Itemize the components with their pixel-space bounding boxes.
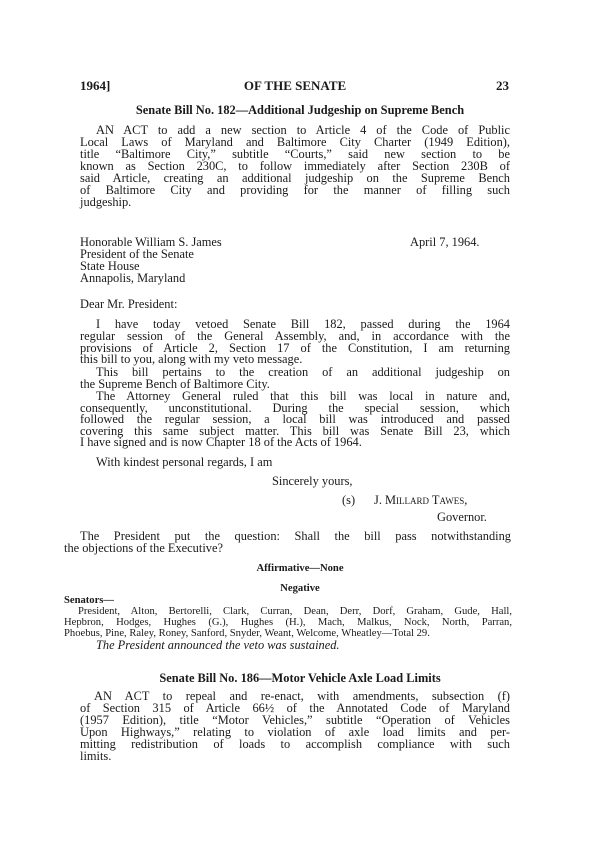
- senator-names-line: President, Alton, Bertorelli, Clark, Curran, Dean, Derr, Dorf, Graham, Gude, Hall,: [78, 606, 512, 617]
- text-line: This bill pertains to the creation of an additional judgeship on: [96, 365, 510, 379]
- text-line: this bill to you, along with my veto message.: [80, 352, 303, 367]
- senator-names-line: Phoebus, Pine, Raley, Roney, Sanford, Snyder, Weant, Welcome, Wheatley—Total 29.: [64, 628, 430, 639]
- senator-names-line: Hepbron, Hodges, Hughes (G.), Hughes (H.), Mach, Malkus, Nock, North, Parran,: [64, 617, 512, 628]
- page-number: 23: [496, 78, 509, 93]
- signed-mark: (s): [342, 493, 356, 507]
- act-line: Local Laws of Maryland and Baltimore City Charter (1949 Edition),: [80, 135, 510, 149]
- act-line: of Section 315 of Article 66½ of the Annotated Code of Maryland: [80, 701, 510, 715]
- addressee-line: Honorable William S. James: [80, 235, 222, 249]
- text-line: the Supreme Bench of Baltimore City.: [80, 376, 270, 391]
- addressee-line: State House: [80, 259, 140, 273]
- affirmative-result: Affirmative—None: [256, 563, 344, 574]
- letter-date: April 7, 1964.: [410, 235, 480, 249]
- text-line: the objections of the Executive?: [64, 541, 223, 555]
- text-line: The Attorney General ruled that this bill was local in nature and,: [96, 389, 510, 403]
- senators-label: Senators—: [64, 595, 115, 606]
- addressee-line: Annapolis, Maryland: [80, 271, 186, 285]
- act-line: mitting redistribution of loads to accomplish compliance with such: [80, 737, 510, 751]
- text-line: provisions of Article 2, Section 17 of the Constitution, I am returning: [80, 340, 510, 355]
- signer-title: Governor.: [437, 510, 487, 524]
- act-line: (1957 Edition), title “Motor Vehicles,” subtitle “Operation of Vehicles: [80, 713, 510, 727]
- text-line: covering this same subject matter. This bill was Senate Bill 23, which: [80, 423, 510, 438]
- bill-186-title: Senate Bill No. 186—Motor Vehicle Axle Load Limits: [159, 671, 441, 685]
- vote-result: The President announced the veto was sustained.: [96, 638, 340, 652]
- act-line: known as Section 230C, to follow immediately after Section 230B of: [80, 159, 510, 173]
- sincerely: Sincerely yours,: [272, 474, 353, 488]
- act-line: judgeship.: [80, 195, 132, 209]
- bill-182-title: Senate Bill No. 182—Additional Judgeship on Supreme Bench: [135, 103, 465, 117]
- letter-closing: With kindest personal regards, I am: [96, 455, 273, 469]
- salutation: Dear Mr. President:: [80, 297, 178, 311]
- text-line: The President put the question: Shall the bill pass notwithstanding: [80, 529, 511, 543]
- act-line: said Article, creating an additional judgeship on the Supreme Bench: [80, 171, 510, 185]
- text-line: I have signed and is now Chapter 18 of the Acts of 1964.: [80, 435, 362, 449]
- act-line: limits.: [80, 749, 112, 763]
- act-line: Upon Highways,” relating to violation of axle load limits and per-: [80, 725, 510, 739]
- act-line: AN ACT to repeal and re-enact, with amendments, subsection (f): [94, 689, 510, 703]
- addressee-line: President of the Senate: [80, 247, 194, 261]
- act-line: of Baltimore City and providing for the manner of filling such: [80, 183, 510, 197]
- header-title: OF THE SENATE: [243, 78, 347, 93]
- text-line: I have today vetoed Senate Bill 182, passed during the 1964: [96, 317, 510, 331]
- header-year: 1964]: [80, 78, 111, 93]
- signer-name: J. Millard Tawes,: [374, 493, 468, 507]
- act-line: title “Baltimore City,” subtitle “Courts,” said new section to be: [80, 147, 510, 161]
- text-line: regular session of the General Assembly, and, in accordance with the: [80, 328, 510, 343]
- negative-heading: Negative: [280, 583, 320, 594]
- act-line: AN ACT to add a new section to Article 4 of the Code of Public: [96, 123, 510, 137]
- text-line: consequently, unconstitutional. During the special session, which: [80, 400, 510, 415]
- text-line: followed the regular session, a local bill was introduced and passed: [80, 412, 510, 426]
